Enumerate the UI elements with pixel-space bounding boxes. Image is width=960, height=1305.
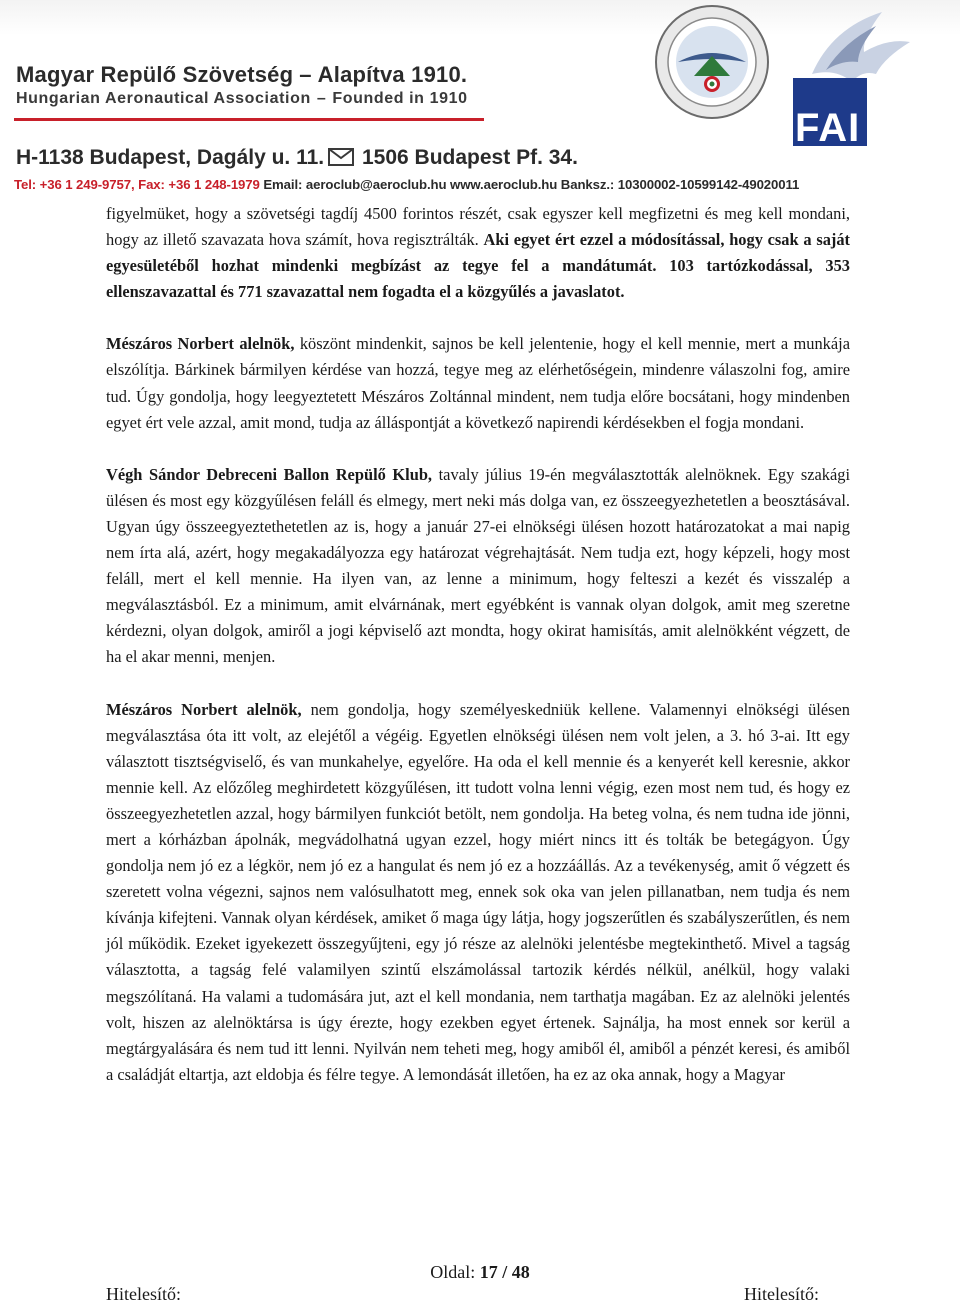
org-subtitle: Hungarian Aeronautical Association – Founded in 1910 — [16, 90, 468, 107]
email: Email: aeroclub@aeroclub.hu — [263, 177, 447, 192]
speech-text: tavaly július 19-én megválasztották alelnöknek. Egy szakági ülésen és most egy közgyűlésen feláll és elmegy, mert neki más dolga van, ez összeegyezhetetlen a beosztásával. Ugyan úgy összeegyeztethetetlen az is, hogy a január 27-ei elnökségi ülésen hozott határozatokat a mai napig nem írta alá, azért, hogy megakadályozza egy határozat végrehajtását. Nem tudja ezt, hogy képzeli, hogy most feláll, mert el kell mennie. Ha ilyen van, az lenne a minimum, hogy felteszi a kezét és visszalép a megválasztásból. Ez a minimum, amit elvárnának, mert egyébként is vannak olyan dolgok, amit meg szeretne kérdezni, olyan dolgok, amiről a jogi képviselő azt mondta, hogy okirat hamisítás, amit alelnökként végzett, de ha el akar menni, menjen. — [106, 464, 850, 667]
vote-result-text: Aki egyet ért ezzel a módosítással, hogy csak a saját egyesületéből hozhat mindenki megbízást az tegye fel a mandátumát. 103 tartózkodással, 353 ellenszavazattal és 771 szavazattal nem fogadta el a közgyűlés a javaslatot. — [106, 230, 850, 302]
org-title: Magyar Repülő Szövetség – Alapítva 1910. — [16, 62, 468, 87]
page-number — [0, 1262, 960, 1283]
contact-line — [14, 177, 954, 192]
association-seal-logo — [654, 4, 770, 120]
street-address: H-1138 Budapest, Dagály u. 11. — [16, 146, 325, 169]
speaker-name: Mészáros Norbert alelnök, — [106, 699, 302, 719]
speech-text: nem gondolja, hogy személyeskedniük kellene. Valamennyi elnökségi ülésen megválasztása óta itt volt, az elejétől a végéig. Egyetlen elnökségi ülésen nem volt jelen, a 3. hó 3-ai. Itt egy választott tisztségviselő, és van munkahelye, egyelőre. Ha oda el kell mennie és a kenyerét kell keresnie, akkor mennie kell. Az előzőleg meghirdetett közgyűlésen, itt tudott volna lenni végig, ezen most nem tud, és hogy ez összeegyezhetetlen azzal, hogy bármilyen funkciót betölt, nem gondolja. Ha beteg volna, és nem tudna ide jönni, mert a kórházban ápolnák, megvádolhatná ugyan ezzel, hogy miért nincs itt és tolták be betegágyon. Úgy gondolja nem jó ez a légkör, nem jó ez a hangulat és nem jó ez a hozzáállás. Az a tevékenység, amit ő végzett és szeretett volna végezni, sajnos nem valósulhatott meg, ennek sok oka van jelen pillanatban, nem tudja és nem kívánja kifejteni. Vannak olyan kérdések, amiket ő maga úgy látja, hogy jogszerűtlen és szabályszerűtlen, és nem jól működik. Ezeket igyekezett összegyűjteni, egy jó része az alelnöki jelentésbe megtekinthető. Mivel a tagság választotta, a tagság felé valamilyen szintű elszámolással tartozik kérdés nélkül, anélkül, hogy valaki megszólítaná. Ha valami a tudomására jut, azt el kell mondania, nem tarthatja magában. Ez az alelnöki jelentés volt, hiszen az alelnöktársa is úgy érezte, hogy ezekben egyet értenek. Sajnálja, ha most ennek sor kerül a megtárgyalására és nem tud itt lenni. Nyilván nem teheti meg, hogy amiből él, amiből a pénzét keresi, és amiből a családját eltartja, azt eldobja és félre tegye. A lemondását illetően, ha ez az oka annak, hogy a Magyar — [106, 699, 850, 1084]
web-bank: www.aeroclub.hu Banksz.: 10300002-10599142-49020011 — [450, 177, 800, 192]
paragraph-meszaros-2 — [106, 697, 850, 1088]
document-body — [106, 201, 850, 1088]
org-name-en: Hungarian Aeronautical Association — [16, 90, 311, 107]
org-name-hu: Magyar Repülő Szövetség — [16, 62, 294, 87]
speaker-name: Mészáros Norbert alelnök, — [106, 334, 295, 354]
paragraph-text: figyelmüket, hogy a szövetségi tagdíj 4500 forintos részét, csak egyszer kell megfizetni és meg kell mondani, hogy az illető szavazata hova számít, hova regisztrálták. — [106, 204, 850, 250]
fai-label: FAI — [795, 106, 861, 150]
paragraph-vote-result — [106, 201, 850, 305]
speaker-name: Végh Sándor Debreceni Ballon Repülő Klub, — [106, 464, 433, 484]
paragraph-vegh — [106, 462, 850, 671]
page-label: Oldal: — [430, 1262, 480, 1282]
founded-en: Founded in 1910 — [332, 90, 468, 107]
header-divider — [14, 118, 484, 121]
letterhead — [0, 0, 960, 196]
speech-text: köszönt mindenkit, sajnos be kell jelentenie, hogy el kell mennie, mert a munkája elszólítja. Bárkinek bármilyen kérdése van hozzá, tegye meg az elérhetőségein, mindenre válaszolni fog, amire tud. Úgy gondolja, hogy leegyeztetett Mészáros Zoltánnal mindent, nem tudja előre bocsátani, hogy mindenben egyet ért vele azzal, amit mond, tudja az álláspontját a következő napirendi kérdésekben el fogja mondani. — [106, 334, 850, 432]
authenticator-right: Hitelesítő: — [744, 1284, 819, 1304]
page-total: 48 — [511, 1262, 530, 1282]
authenticator-left: Hitelesítő: — [106, 1284, 181, 1304]
po-box: 1506 Budapest Pf. 34. — [362, 146, 578, 169]
paragraph-meszaros-1 — [106, 331, 850, 435]
page-separator: / — [497, 1262, 512, 1282]
founded-hu: Alapítva 1910. — [317, 62, 468, 87]
phone-fax: Tel: +36 1 249-9757, Fax: +36 1 248-1979 — [14, 177, 260, 192]
page-current: 17 — [479, 1262, 498, 1282]
envelope-icon — [328, 148, 354, 166]
